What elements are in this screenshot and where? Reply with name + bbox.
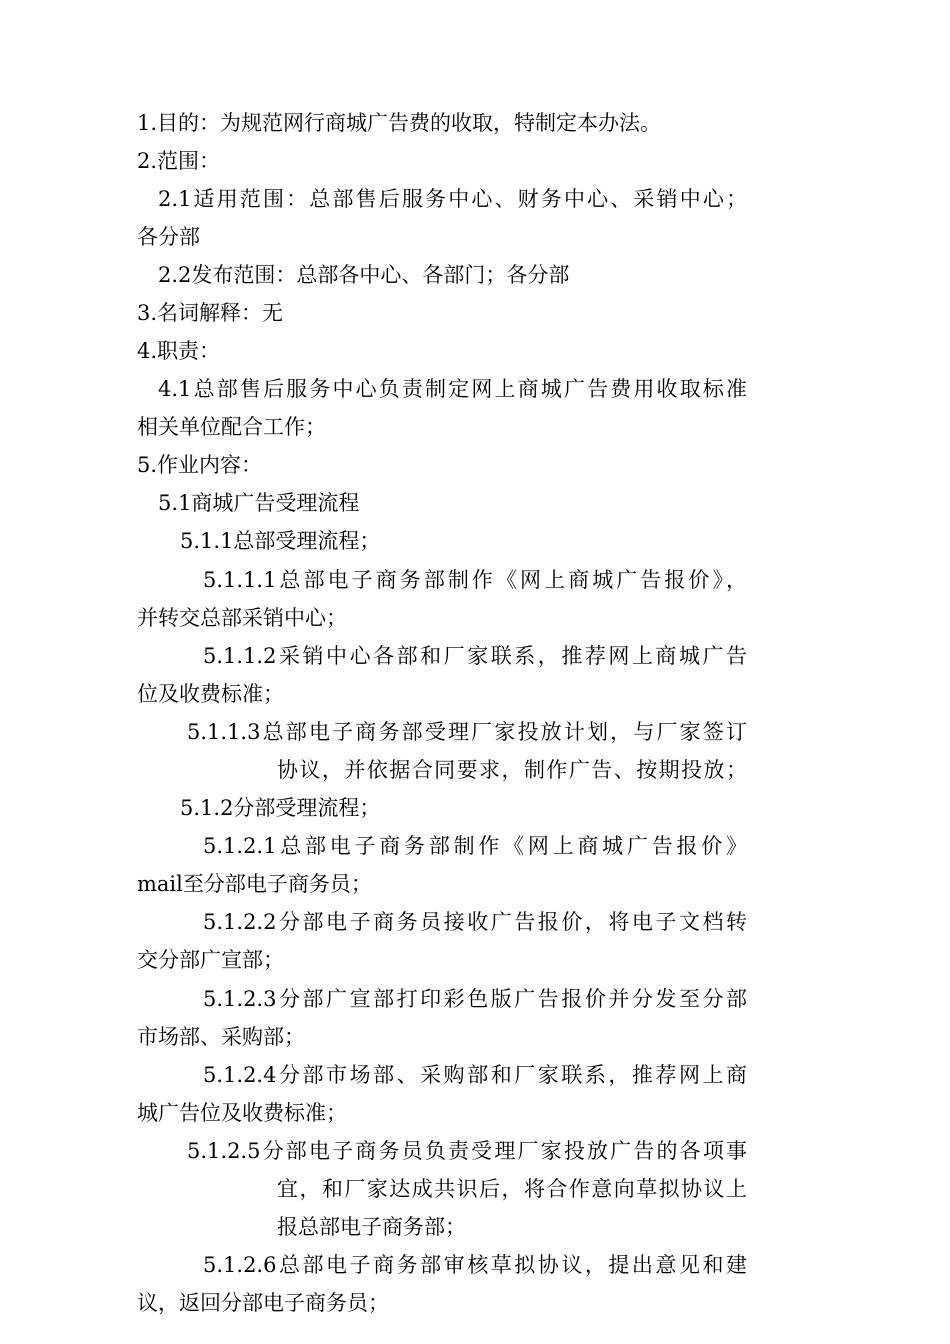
section-5-1-1-2-cont: 位及收费标准； bbox=[137, 682, 284, 706]
section-5-1-heading: 5.1商城广告受理流程 bbox=[158, 491, 360, 515]
section-5-1-2-2-cont: 交分部广宣部； bbox=[137, 948, 284, 972]
section-5-content-heading: 5.作业内容： bbox=[137, 453, 263, 477]
section-4-duties-heading: 4.职责： bbox=[137, 339, 221, 363]
section-2-2-release-scope: 2.2发布范围：总部各中心、各部门；各分部 bbox=[158, 263, 570, 287]
section-4-1-duty-cont: 相关单位配合工作； bbox=[137, 415, 326, 439]
section-5-1-2-6-cont: 议，返回分部电子商务员； bbox=[137, 1291, 389, 1315]
section-5-1-2-6: 5.1.2.6总部电子商务部审核草拟协议，提出意见和建 bbox=[203, 1253, 747, 1277]
section-5-1-1-heading: 5.1.1总部受理流程； bbox=[180, 529, 381, 553]
section-5-1-1-1-cont: 并转交总部采销中心； bbox=[137, 606, 347, 630]
section-5-1-2-1: 5.1.2.1总部电子商务部制作《网上商城广告报价》 bbox=[203, 834, 747, 858]
section-3-definitions: 3.名词解释：无 bbox=[137, 301, 284, 325]
section-5-1-1-3: 5.1.1.3总部电子商务部受理厂家投放计划，与厂家签订 bbox=[187, 720, 747, 744]
section-5-1-2-1-cont: mail至分部电子商务员； bbox=[137, 872, 372, 896]
section-5-1-2-3: 5.1.2.3分部广宣部打印彩色版广告报价并分发至分部 bbox=[203, 987, 747, 1011]
section-5-1-1-2: 5.1.1.2采销中心各部和厂家联系，推荐网上商城广告 bbox=[203, 644, 747, 668]
section-2-1-applicable-scope-cont: 各分部 bbox=[137, 225, 200, 249]
section-5-1-2-5: 5.1.2.5分部电子商务员负责受理厂家投放广告的各项事 bbox=[187, 1139, 747, 1163]
section-2-scope-heading: 2.范围： bbox=[137, 149, 221, 173]
section-5-1-2-5-cont-2: 报总部电子商务部； bbox=[277, 1215, 466, 1239]
section-5-1-2-heading: 5.1.2分部受理流程； bbox=[180, 796, 381, 820]
section-5-1-2-4: 5.1.2.4分部市场部、采购部和厂家联系，推荐网上商 bbox=[203, 1063, 747, 1087]
section-5-1-2-2: 5.1.2.2分部电子商务员接收广告报价，将电子文档转 bbox=[203, 910, 747, 934]
section-1-purpose: 1.目的：为规范网行商城广告费的收取，特制定本办法。 bbox=[137, 111, 662, 135]
section-5-1-1-1: 5.1.1.1总部电子商务部制作《网上商城广告报价》， bbox=[203, 568, 747, 592]
section-5-1-2-4-cont: 城广告位及收费标准； bbox=[137, 1101, 347, 1125]
section-5-1-2-5-cont: 宜，和厂家达成共识后，将合作意向草拟协议上 bbox=[277, 1177, 747, 1201]
section-4-1-duty: 4.1总部售后服务中心负责制定网上商城广告费用收取标准 bbox=[158, 377, 747, 401]
section-2-1-applicable-scope: 2.1适用范围：总部售后服务中心、财务中心、采销中心； bbox=[158, 187, 747, 211]
section-5-1-1-3-cont: 协议，并依据合同要求，制作广告、按期投放； bbox=[277, 758, 747, 782]
section-5-1-2-3-cont: 市场部、采购部； bbox=[137, 1025, 305, 1049]
